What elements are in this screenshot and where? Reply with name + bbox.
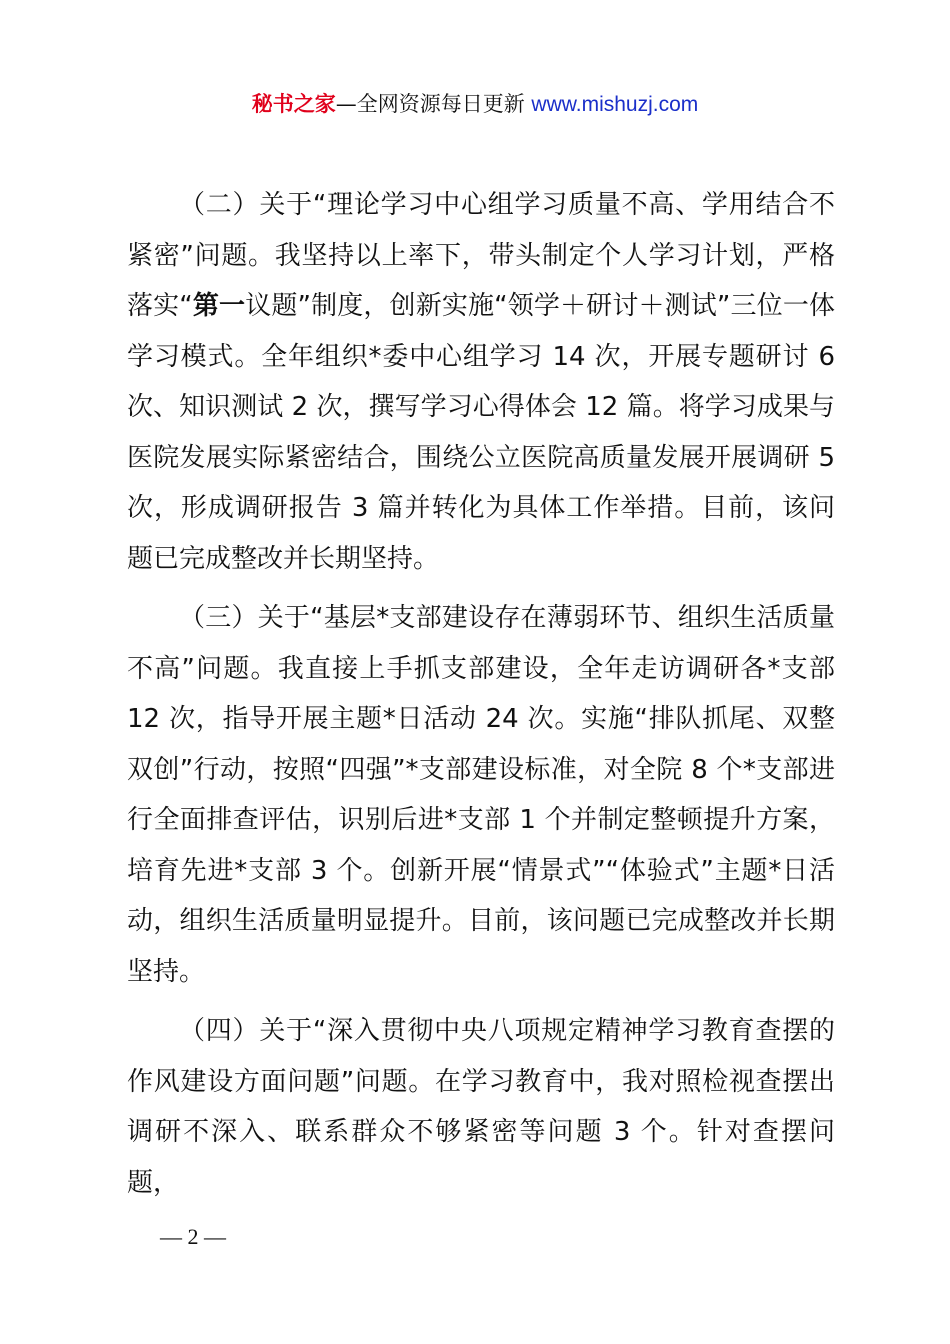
- website-link[interactable]: www.mishuzj.com: [531, 93, 699, 116]
- paragraph-2-text-end: 议题”制度，创新实施“领学＋研讨＋测试”三位一体学习模式。全年组织*委中心组学习 14 次，开展专题研讨 6 次、知识测试 2 次，撰写学习心得体会 12 篇。将学习成果与医院发展实际紧密结合，围绕公立医院高质量发展开展调研 5 次，形成调研报告 3 篇并转化为具体工作举措。目前，该问题已完成整改并长期坚持。: [127, 291, 835, 574]
- paragraph-3: （三）关于“基层*支部建设存在薄弱环节、组织生活质量不高”问题。我直接上手抓支部建设，全年走访调研各*支部 12 次，指导开展主题*日活动 24 次。实施“排队抓尾、双整双创”行动，按照“四强”*支部建设标准，对全院 8 个*支部进行全面排查评估，识别后进*支部 1 个并制定整顿提升方案，培育先进*支部 3 个。创新开展“情景式”“体验式”主题*日活动，组织生活质量明显提升。目前，该问题已完成整改并长期坚持。: [127, 603, 835, 987]
- site-header: [0, 88, 950, 121]
- header-tagline: —全网资源每日更新: [335, 92, 532, 116]
- brand-name: 秘书之家: [251, 92, 336, 116]
- page-number: — 2 —: [160, 1224, 226, 1249]
- paragraph-2-text-start: （二）关于“理论学习中心组学习质量不高、学用结合不紧密”问题。我坚持以上率下，带头制定个人学习计划，严格落实“: [127, 190, 835, 321]
- bold-phrase: 第一: [192, 291, 246, 321]
- document-body: [127, 180, 835, 1208]
- paragraph-2: [127, 180, 835, 584]
- paragraph-4: （四）关于“深入贯彻中央八项规定精神学习教育查摆的作风建设方面问题”问题。在学习教育中，我对照检视查摆出调研不深入、联系群众不够紧密等问题 3 个。针对查摆问题，: [127, 1016, 835, 1198]
